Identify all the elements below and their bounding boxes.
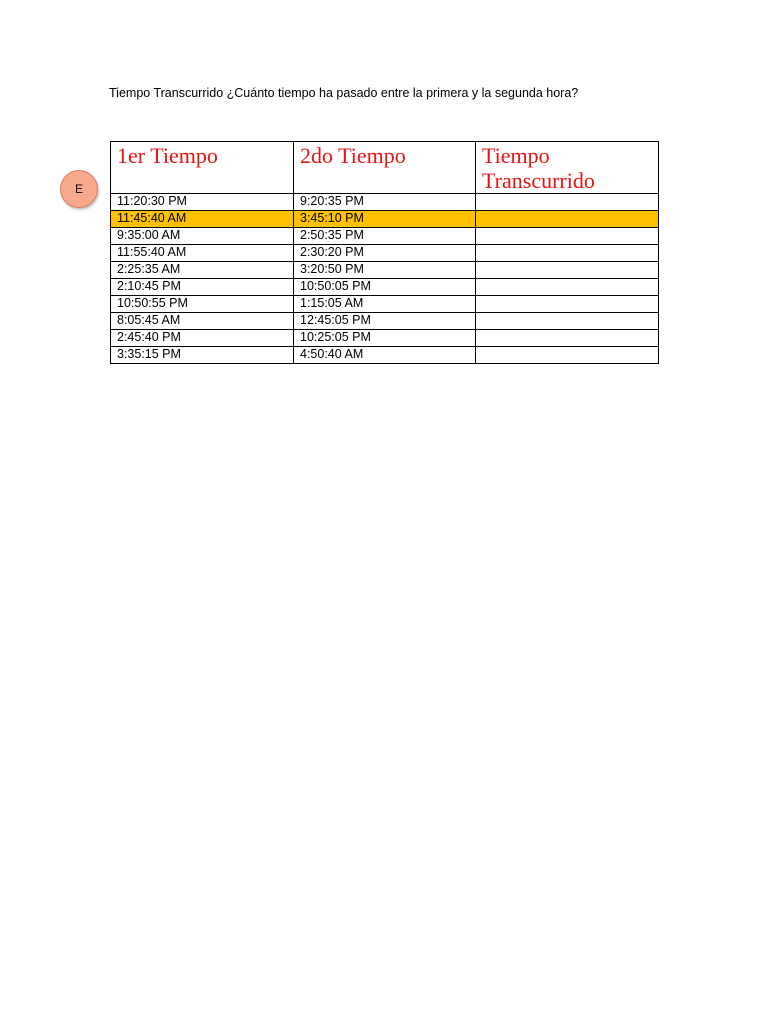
elapsed-time-cell[interactable]: [476, 279, 659, 296]
first-time-cell: 11:45:40 AM: [111, 211, 294, 228]
second-time-cell: 2:30:20 PM: [294, 245, 476, 262]
header-first-time: 1er Tiempo: [111, 142, 294, 194]
second-time-cell: 1:15:05 AM: [294, 296, 476, 313]
table-row: [111, 279, 659, 296]
table-row: [111, 245, 659, 262]
table-header-row: [111, 142, 659, 194]
second-time-cell: 3:45:10 PM: [294, 211, 476, 228]
second-time-cell: 4:50:40 AM: [294, 347, 476, 364]
first-time-cell: 11:55:40 AM: [111, 245, 294, 262]
time-table: [110, 141, 659, 364]
table-row: [111, 347, 659, 364]
elapsed-time-cell[interactable]: [476, 245, 659, 262]
elapsed-time-cell[interactable]: [476, 347, 659, 364]
second-time-cell: 10:25:05 PM: [294, 330, 476, 347]
elapsed-time-cell[interactable]: [476, 296, 659, 313]
second-time-cell: 2:50:35 PM: [294, 228, 476, 245]
table-row: [111, 194, 659, 211]
elapsed-time-cell[interactable]: [476, 194, 659, 211]
first-time-cell: 2:45:40 PM: [111, 330, 294, 347]
table-row-highlighted: [111, 211, 659, 228]
second-time-cell: 12:45:05 PM: [294, 313, 476, 330]
elapsed-time-cell[interactable]: [476, 211, 659, 228]
elapsed-time-cell[interactable]: [476, 313, 659, 330]
label-badge: E: [60, 170, 98, 208]
elapsed-time-cell[interactable]: [476, 330, 659, 347]
second-time-cell: 9:20:35 PM: [294, 194, 476, 211]
first-time-cell: 2:10:45 PM: [111, 279, 294, 296]
table-row: [111, 313, 659, 330]
first-time-cell: 9:35:00 AM: [111, 228, 294, 245]
page-heading: Tiempo Transcurrido ¿Cuánto tiempo ha pasado entre la primera y la segunda hora?: [109, 86, 579, 100]
table-row: [111, 296, 659, 313]
first-time-cell: 8:05:45 AM: [111, 313, 294, 330]
first-time-cell: 3:35:15 PM: [111, 347, 294, 364]
table-row: [111, 228, 659, 245]
elapsed-time-cell[interactable]: [476, 262, 659, 279]
header-second-time: 2do Tiempo: [294, 142, 476, 194]
table-row: [111, 330, 659, 347]
elapsed-time-cell[interactable]: [476, 228, 659, 245]
first-time-cell: 2:25:35 AM: [111, 262, 294, 279]
second-time-cell: 10:50:05 PM: [294, 279, 476, 296]
second-time-cell: 3:20:50 PM: [294, 262, 476, 279]
table-row: [111, 262, 659, 279]
first-time-cell: 11:20:30 PM: [111, 194, 294, 211]
first-time-cell: 10:50:55 PM: [111, 296, 294, 313]
header-elapsed-time: Tiempo Transcurrido: [476, 142, 659, 194]
